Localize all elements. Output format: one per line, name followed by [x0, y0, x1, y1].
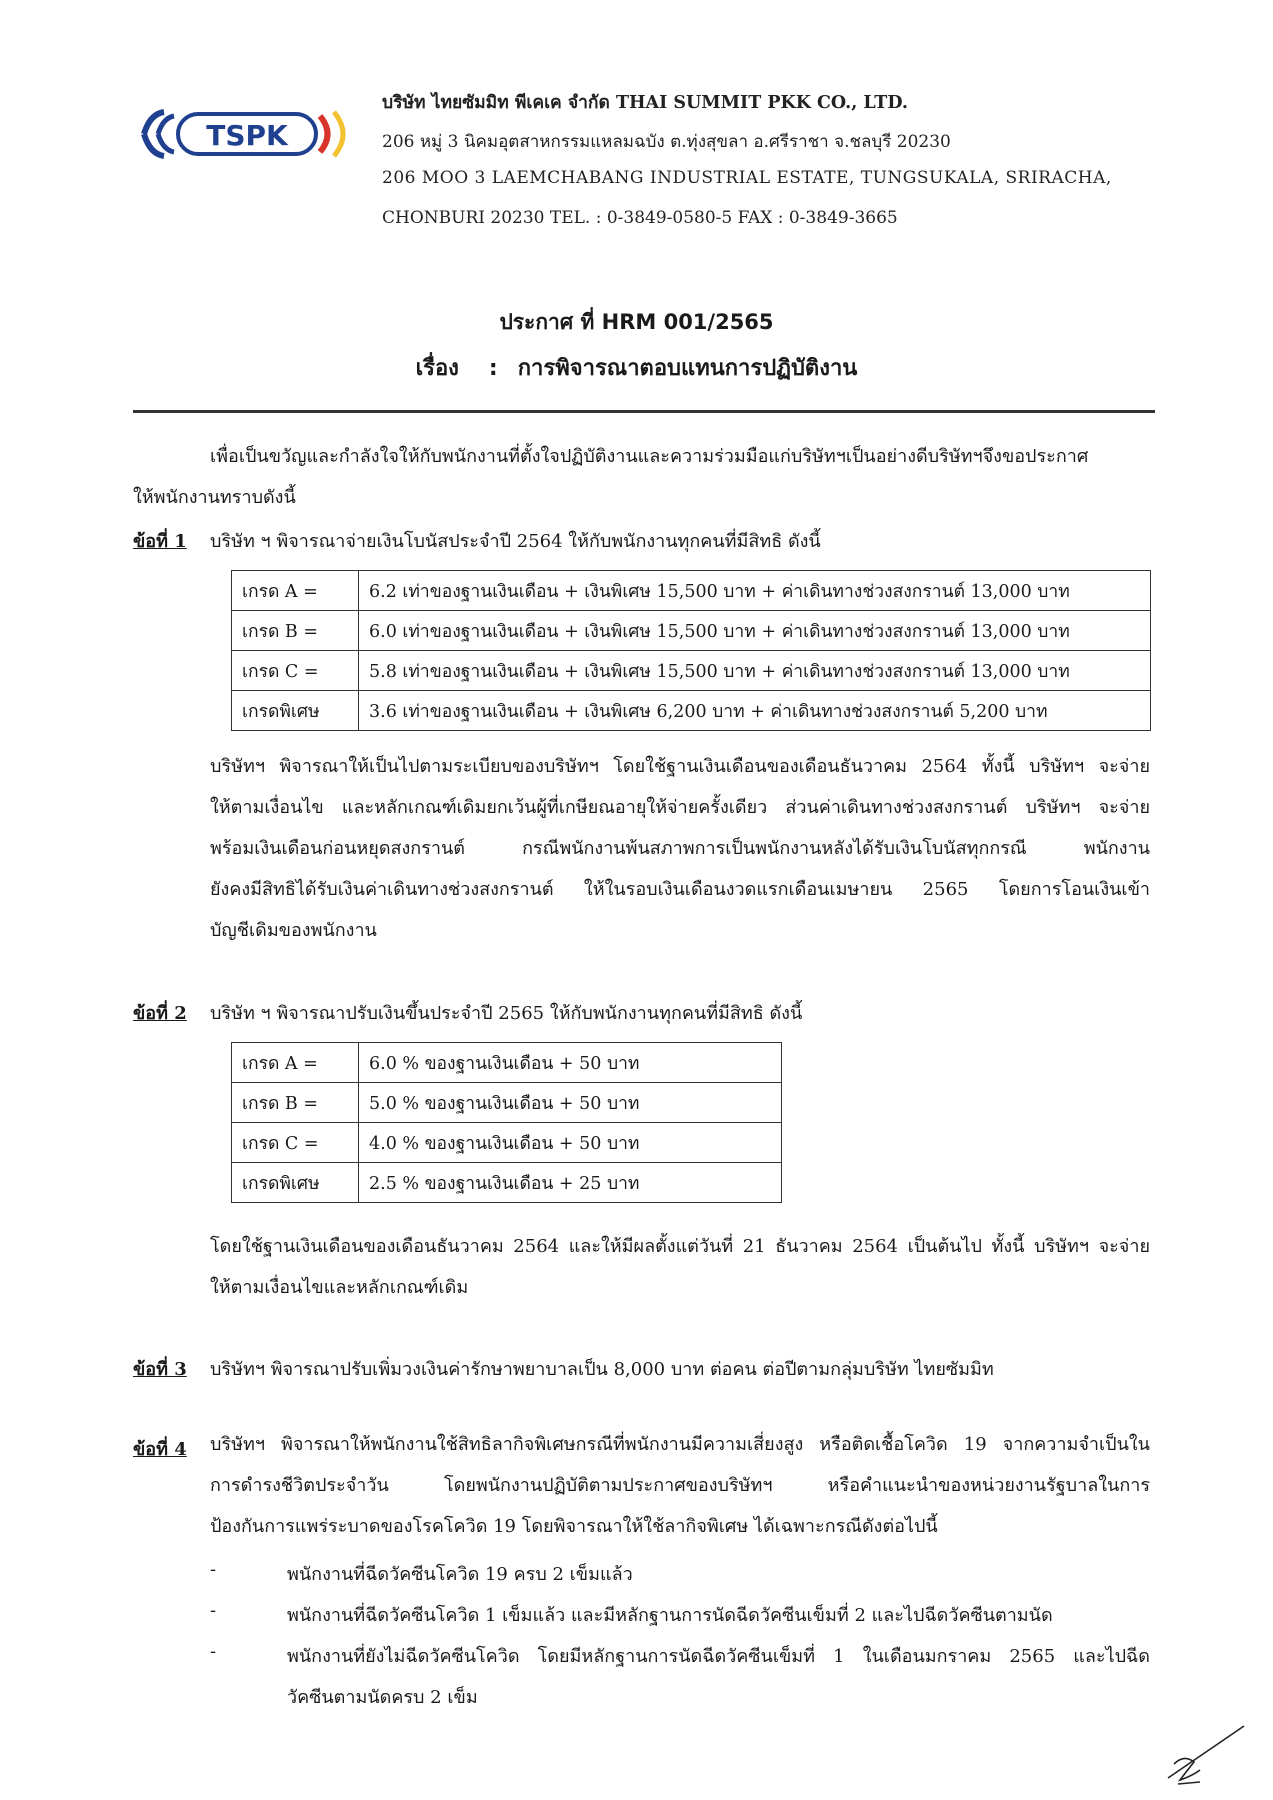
intro-line-1: เพื่อเป็นขวัญและกำลังใจให้กับพนักงานที่ตั้งใจปฏิบัติงานและความร่วมมือแก่บริษัทฯเป็นอย่างดีบริษัทฯจึงขอประกาศ: [210, 446, 1089, 467]
section-1-note-1: บริษัทฯ พิจารณาให้เป็นไปตามระเบียบของบริษัทฯ โดยใช้ฐานเงินเดือนของเดือนธันวาคม 2564 ทั้งนี้ บริษัทฯ จะจ่าย: [210, 756, 1150, 777]
address-thai: 206 หมู่ 3 นิคมอุตสาหกรรมแหลมฉบัง ต.ทุ่งสุขลา อ.ศรีราชา จ.ชลบุรี 20230: [382, 132, 951, 152]
detail-cell: 4.0 % ของฐานเงินเดือน + 50 บาท: [359, 1123, 782, 1163]
subject-colon: :: [488, 356, 498, 381]
grade-cell: เกรดพิเศษ: [232, 1163, 359, 1203]
table-row: [232, 611, 1151, 651]
detail-cell: 2.5 % ของฐานเงินเดือน + 25 บาท: [359, 1163, 782, 1203]
section-1-note-5: บัญชีเดิมของพนักงาน: [210, 920, 377, 941]
section-1-label: ข้อที่ 1: [133, 531, 187, 552]
grade-cell: เกรดพิเศษ: [232, 691, 359, 731]
section-1-note-3: พร้อมเงินเดือนก่อนหยุดสงกรานต์ กรณีพนักงานพ้นสภาพการเป็นพนักงานหลังได้รับเงินโบนัสทุกกรณี พนักงาน: [210, 838, 1150, 859]
subject-label: เรื่อง: [415, 356, 459, 381]
grade-cell: เกรด C =: [232, 1123, 359, 1163]
section-2-note-2: ให้ตามเงื่อนไขและหลักเกณฑ์เดิม: [210, 1277, 469, 1298]
detail-cell: 6.0 % ของฐานเงินเดือน + 50 บาท: [359, 1043, 782, 1083]
detail-cell: 5.8 เท่าของฐานเงินเดือน + เงินพิเศษ 15,500 บาท + ค่าเดินทางช่วงสงกรานต์ 13,000 บาท: [359, 651, 1151, 691]
section-1-note-4: ยังคงมีสิทธิได้รับเงินค่าเดินทางช่วงสงกรานต์ ให้ในรอบเงินเดือนงวดแรกเดือนเมษายน 2565 โดยการโอนเงินเข้า: [210, 879, 1150, 900]
contact-info: CHONBURI 20230 TEL. : 0-3849-0580-5 FAX : 0-3849-3665: [382, 208, 898, 228]
table-row: [232, 1043, 782, 1083]
grade-cell: เกรด A =: [232, 571, 359, 611]
announcement-number: ประกาศ ที่ HRM 001/2565: [499, 310, 774, 334]
section-2-label: ข้อที่ 2: [133, 1003, 187, 1024]
table-row: [232, 651, 1151, 691]
section-4-label: ข้อที่ 4: [133, 1439, 187, 1460]
bonus-table: [231, 570, 1151, 731]
list-item: พนักงานที่ยังไม่ฉีดวัคซีนโควิด โดยมีหลักฐานการนัดฉีดวัคซีนเข็มที่ 1 ในเดือนมกราคม 2565 และไปฉีด: [287, 1646, 1150, 1667]
bullet-marker: -: [210, 1559, 217, 1580]
table-row: [232, 1163, 782, 1203]
section-4-line-3: ป้องกันการแพร่ระบาดของโรคโควิด 19 โดยพิจารณาให้ใช้ลากิจพิเศษ ได้เฉพาะกรณีดังต่อไปนี้: [210, 1516, 938, 1537]
grade-cell: เกรด B =: [232, 611, 359, 651]
list-item-continuation: วัคซีนตามนัดครบ 2 เข็ม: [287, 1687, 478, 1708]
table-row: [232, 1123, 782, 1163]
detail-cell: 6.0 เท่าของฐานเงินเดือน + เงินพิเศษ 15,500 บาท + ค่าเดินทางช่วงสงกรานต์ 13,000 บาท: [359, 611, 1151, 651]
table-row: [232, 691, 1151, 731]
detail-cell: 5.0 % ของฐานเงินเดือน + 50 บาท: [359, 1083, 782, 1123]
section-4-line-2: การดำรงชีวิตประจำวัน โดยพนักงานปฏิบัติตามประกาศของบริษัทฯ หรือคำแนะนำของหน่วยงานรัฐบาลในการ: [210, 1475, 1150, 1496]
logo-text: TSPK: [206, 119, 288, 152]
bullet-marker: -: [210, 1641, 217, 1662]
grade-cell: เกรด A =: [232, 1043, 359, 1083]
address-english: 206 MOO 3 LAEMCHABANG INDUSTRIAL ESTATE, TUNGSUKALA, SRIRACHA,: [382, 168, 1112, 188]
section-2-note-1: โดยใช้ฐานเงินเดือนของเดือนธันวาคม 2564 และให้มีผลตั้งแต่วันที่ 21 ธันวาคม 2564 เป็นต้นไป ทั้งนี้ บริษัทฯ จะจ่าย: [210, 1236, 1150, 1257]
table-row: [232, 1083, 782, 1123]
announcement-subject: [0, 350, 1273, 385]
section-3-label: ข้อที่ 3: [133, 1359, 187, 1380]
intro-line-2: ให้พนักงานทราบดังนี้: [133, 487, 296, 508]
section-2-heading: บริษัท ฯ พิจารณาปรับเงินขึ้นประจำปี 2565 ให้กับพนักงานทุกคนที่มีสิทธิ ดังนี้: [210, 1003, 803, 1024]
detail-cell: 6.2 เท่าของฐานเงินเดือน + เงินพิเศษ 15,500 บาท + ค่าเดินทางช่วงสงกรานต์ 13,000 บาท: [359, 571, 1151, 611]
list-item: พนักงานที่ฉีดวัคซีนโควิด 19 ครบ 2 เข็มแล้ว: [287, 1564, 633, 1585]
table-row: [232, 571, 1151, 611]
title-divider: [133, 410, 1155, 413]
grade-cell: เกรด B =: [232, 1083, 359, 1123]
salary-increase-table: [231, 1042, 782, 1203]
grade-cell: เกรด C =: [232, 651, 359, 691]
company-logo: [130, 104, 355, 169]
section-3-text: บริษัทฯ พิจารณาปรับเพิ่มวงเงินค่ารักษาพยาบาลเป็น 8,000 บาท ต่อคน ต่อปีตามกลุ่มบริษัท ไทยซัมมิท: [210, 1359, 994, 1380]
signature-mark: [1160, 1720, 1250, 1795]
subject-text: การพิจารณาตอบแทนการปฏิบัติงาน: [517, 356, 858, 381]
section-4-line-1: บริษัทฯ พิจารณาให้พนักงานใช้สิทธิลากิจพิเศษกรณีที่พนักงานมีความเสี่ยงสูง หรือติดเชื้อโควิด 19 จากความจำเป็นใน: [210, 1434, 1150, 1455]
section-1-heading: บริษัท ฯ พิจารณาจ่ายเงินโบนัสประจำปี 2564 ให้กับพนักงานทุกคนที่มีสิทธิ ดังนี้: [210, 531, 821, 552]
section-1-note-2: ให้ตามเงื่อนไข และหลักเกณฑ์เดิมยกเว้นผู้ที่เกษียณอายุให้จ่ายครั้งเดียว ส่วนค่าเดินทางช่วงสงกรานต์ บริษัทฯ จะจ่าย: [210, 797, 1150, 818]
bullet-marker: -: [210, 1600, 217, 1621]
list-item: พนักงานที่ฉีดวัคซีนโควิด 1 เข็มแล้ว และมีหลักฐานการนัดฉีดวัคซีนเข็มที่ 2 และไปฉีดวัคซีนตามนัด: [287, 1605, 1053, 1626]
detail-cell: 3.6 เท่าของฐานเงินเดือน + เงินพิเศษ 6,200 บาท + ค่าเดินทางช่วงสงกรานต์ 5,200 บาท: [359, 691, 1151, 731]
company-name: บริษัท ไทยซัมมิท พีเคเค จำกัด THAI SUMMIT PKK CO., LTD.: [382, 93, 908, 113]
